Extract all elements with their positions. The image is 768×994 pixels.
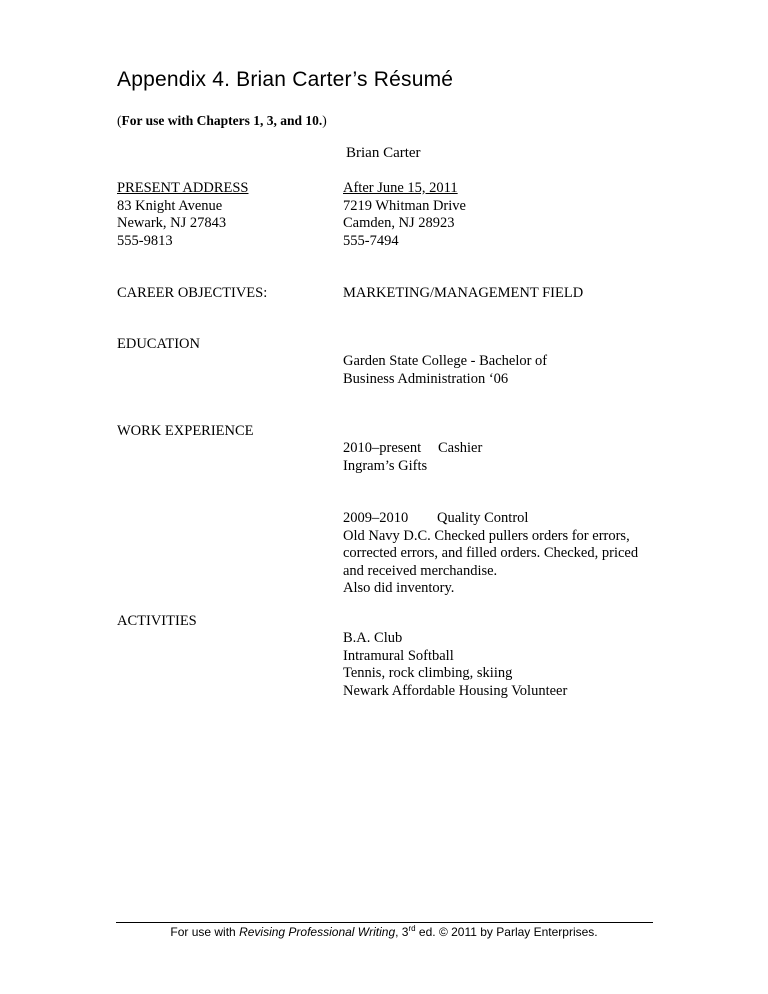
activities-label: ACTIVITIES <box>117 613 197 629</box>
activities-list <box>343 630 567 700</box>
present-address-phone: 555-9813 <box>117 232 173 249</box>
footer-prefix: For use with <box>170 925 240 939</box>
activity-item: B.A. Club <box>343 630 403 646</box>
job-header <box>343 510 638 528</box>
job-detail: Ingram’s Gifts <box>343 457 428 474</box>
job-years: 2009–2010 <box>343 510 409 526</box>
work-experience-label: WORK EXPERIENCE <box>117 423 254 439</box>
subtitle-close-paren: ) <box>322 113 327 128</box>
job-header <box>343 440 482 458</box>
future-address-city: Camden, NJ 28923 <box>343 215 455 231</box>
page-subtitle <box>117 113 327 129</box>
future-address-phone: 555-7494 <box>343 232 399 249</box>
present-address-block <box>117 180 248 250</box>
job-entry <box>343 440 482 475</box>
activity-item: Newark Affordable Housing Volunteer <box>343 682 568 699</box>
footer-divider <box>116 922 653 923</box>
job-detail: corrected errors, and filled orders. Checked, priced <box>343 545 639 561</box>
activity-item: Intramural Softball <box>343 647 454 664</box>
education-line: Garden State College - Bachelor of <box>343 353 548 369</box>
footer-copyright: ed. © 2011 by Parlay Enterprises. <box>415 925 598 939</box>
footer-edition: , 3 <box>395 925 409 939</box>
job-role: Quality Control <box>437 510 529 526</box>
job-entry <box>343 510 638 598</box>
job-years: 2010–present <box>343 440 422 456</box>
activity-item: Tennis, rock climbing, skiing <box>343 665 513 681</box>
footer-edition-suffix: rd <box>408 924 416 933</box>
subtitle-text: For use with Chapters 1, 3, and 10. <box>121 113 323 128</box>
present-address-street: 83 Knight Avenue <box>117 197 223 214</box>
future-address-block <box>343 180 466 250</box>
job-detail: Old Navy D.C. Checked pullers orders for errors, <box>343 527 630 544</box>
subtitle-open-paren: ( <box>117 113 122 128</box>
page-footer <box>0 925 768 939</box>
job-detail: Also did inventory. <box>343 580 455 596</box>
future-address-heading: After June 15, 2011 <box>343 180 458 196</box>
career-objectives-value: MARKETING/MANAGEMENT FIELD <box>343 285 584 301</box>
future-address-street: 7219 Whitman Drive <box>343 197 466 214</box>
education-line: Business Administration ‘06 <box>343 370 509 387</box>
page-title: Appendix 4. Brian Carter’s Résumé <box>117 68 454 91</box>
career-objectives-label: CAREER OBJECTIVES: <box>117 285 268 301</box>
job-detail: and received merchandise. <box>343 562 498 579</box>
education-details <box>343 353 547 388</box>
footer-book-title: Revising Professional Writing <box>239 925 396 939</box>
education-label: EDUCATION <box>117 336 200 352</box>
applicant-name: Brian Carter <box>346 145 421 161</box>
present-address-city: Newark, NJ 27843 <box>117 215 227 231</box>
present-address-heading: PRESENT ADDRESS <box>117 180 249 196</box>
job-role: Cashier <box>438 440 483 456</box>
